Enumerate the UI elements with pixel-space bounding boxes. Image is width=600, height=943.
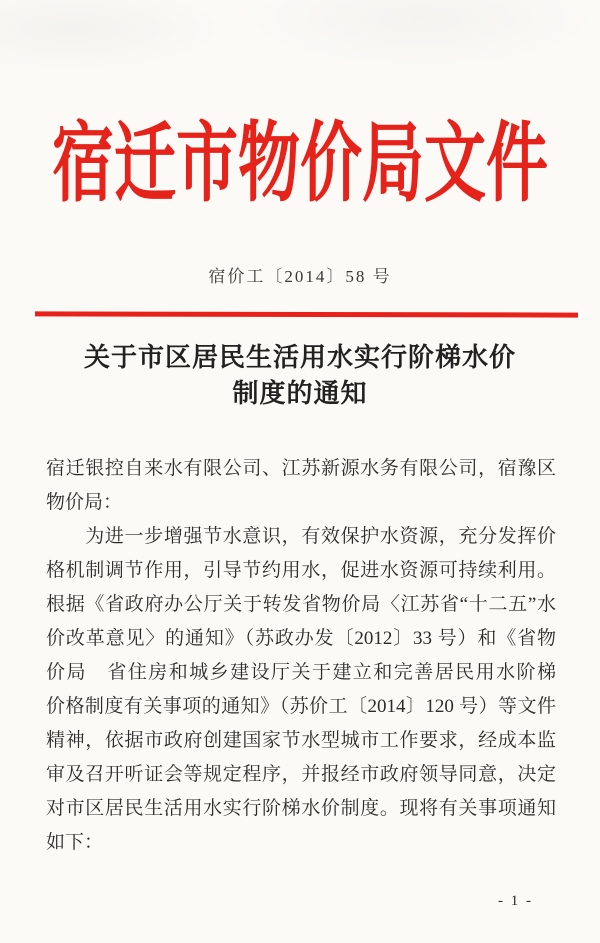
body-line: 根据《省政府办公厅关于转发省物价局〈江苏省“十二五”水 xyxy=(46,594,556,615)
document-body xyxy=(46,452,556,860)
body-line: 审及召开听证会等规定程序，并报经市政府领导同意，决定 xyxy=(46,764,556,785)
body-line: 对市区居民生活用水实行阶梯水价制度。现将有关事项通知 xyxy=(46,798,556,819)
page-number: - 1 - xyxy=(498,893,533,909)
body-line: 精神，依据市政府创建国家节水型城市工作要求，经成本监 xyxy=(46,730,556,751)
body-line: 价格制度有关事项的通知》（苏价工〔2014〕120 号）等文件 xyxy=(46,696,556,717)
body-line: 如下： xyxy=(46,832,104,853)
body-line: 为进一步增强节水意识，有效保护水资源，充分发挥价 xyxy=(46,526,556,547)
document-title-line-2: 制度的通知 xyxy=(232,379,368,408)
letterhead-agency-title: 宿迁市物价局文件 xyxy=(51,117,548,213)
document-title-line-1: 关于市区居民生活用水实行阶梯水价 xyxy=(83,343,516,372)
document-number: 宿价工〔2014〕58 号 xyxy=(208,267,392,286)
salutation-line: 物价局： xyxy=(46,492,123,513)
body-line: 价局 省住房和城乡建设厅关于建立和完善居民用水阶梯 xyxy=(46,662,556,683)
body-line: 价改革意见〉的通知》（苏政办发〔2012〕33 号）和《省物 xyxy=(46,628,556,649)
document-title xyxy=(0,340,600,412)
body-line: 格机制调节作用，引导节约用水，促进水资源可持续利用。 xyxy=(46,560,556,581)
red-divider-line xyxy=(35,311,578,317)
salutation-line: 宿迁银控自来水有限公司、江苏新源水务有限公司，宿豫区 xyxy=(46,458,556,479)
